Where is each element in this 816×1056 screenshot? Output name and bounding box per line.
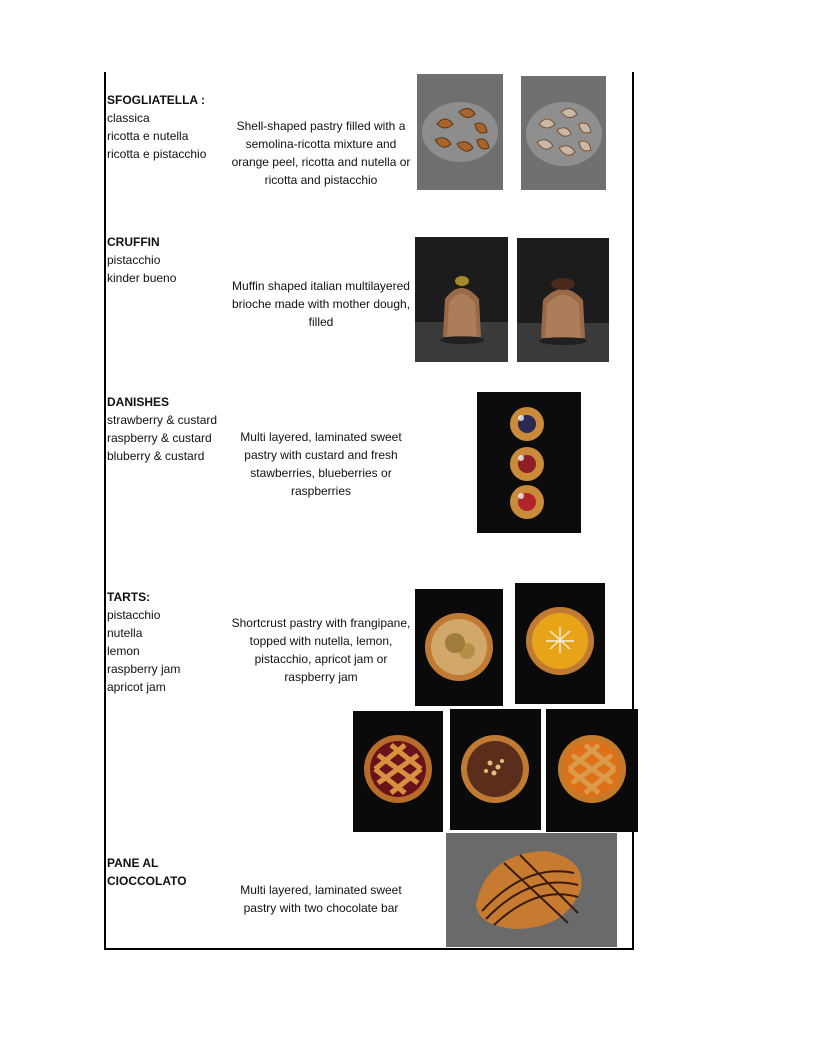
tart-photo-raspberry (353, 711, 443, 832)
variant-item: raspberry jam (107, 662, 181, 676)
cruffin-photo-2 (517, 238, 609, 362)
sfogliatella-name-block (107, 91, 206, 163)
cruffin-name-block (107, 233, 176, 287)
sfogliatella-description: Shell-shaped pastry filled with a semolina-ricotta mixture and orange peel, ricotta and nutella or ricotta and pistacchio (231, 119, 411, 187)
danishes-title: DANISHES (107, 395, 170, 409)
variant-item: classica (107, 111, 150, 125)
variant-item: pistacchio (107, 253, 161, 267)
tart-photo-pistachio (415, 589, 503, 706)
tart-photo-nutella (450, 709, 541, 830)
variant-item: strawberry & custard (107, 413, 218, 427)
sfogliatella-title: SFOGLIATELLA : (107, 93, 205, 107)
sfogliatella-photo-1 (417, 74, 503, 190)
variant-item: raspberry & custard (107, 431, 212, 445)
danishes-description: Multi layered, laminated sweet pastry with custard and fresh stawberries, blueberries or raspberries (240, 430, 402, 498)
variant-item: nutella (107, 626, 143, 640)
variant-item: ricotta e nutella (107, 129, 189, 143)
sfogliatella-photo-2 (521, 76, 606, 190)
variant-item: kinder bueno (107, 271, 177, 285)
frame-bottom-border (104, 948, 634, 950)
tart-photo-apricot (546, 709, 638, 832)
frame-left-border (104, 72, 106, 950)
variant-item: pistacchio (107, 608, 161, 622)
variant-item: lemon (107, 644, 140, 658)
pane-title-line2: CIOCCOLATO (107, 874, 187, 888)
tarts-title: TARTS: (107, 590, 151, 604)
cruffin-photo-1 (415, 237, 508, 362)
pane-title-line1: PANE AL (107, 856, 159, 870)
pane-al-cioccolato-name-block (107, 854, 187, 890)
variant-item: bluberry & custard (107, 449, 205, 463)
variant-item: apricot jam (107, 680, 166, 694)
variant-item: ricotta e pistacchio (107, 147, 207, 161)
tarts-description: Shortcrust pastry with frangipane, topped with nutella, lemon, pistacchio, apricot jam or raspberry jam (231, 616, 411, 684)
tarts-name-block (107, 588, 180, 696)
danishes-photo (477, 392, 581, 533)
tart-photo-lemon (515, 583, 605, 704)
cruffin-title: CRUFFIN (107, 235, 160, 249)
pane-al-cioccolato-photo (446, 833, 617, 947)
danishes-name-block (107, 393, 217, 465)
cruffin-description: Muffin shaped italian multilayered brioche made with mother dough, filled (231, 279, 411, 329)
pane-description: Multi layered, laminated sweet pastry with two chocolate bar (240, 883, 402, 915)
